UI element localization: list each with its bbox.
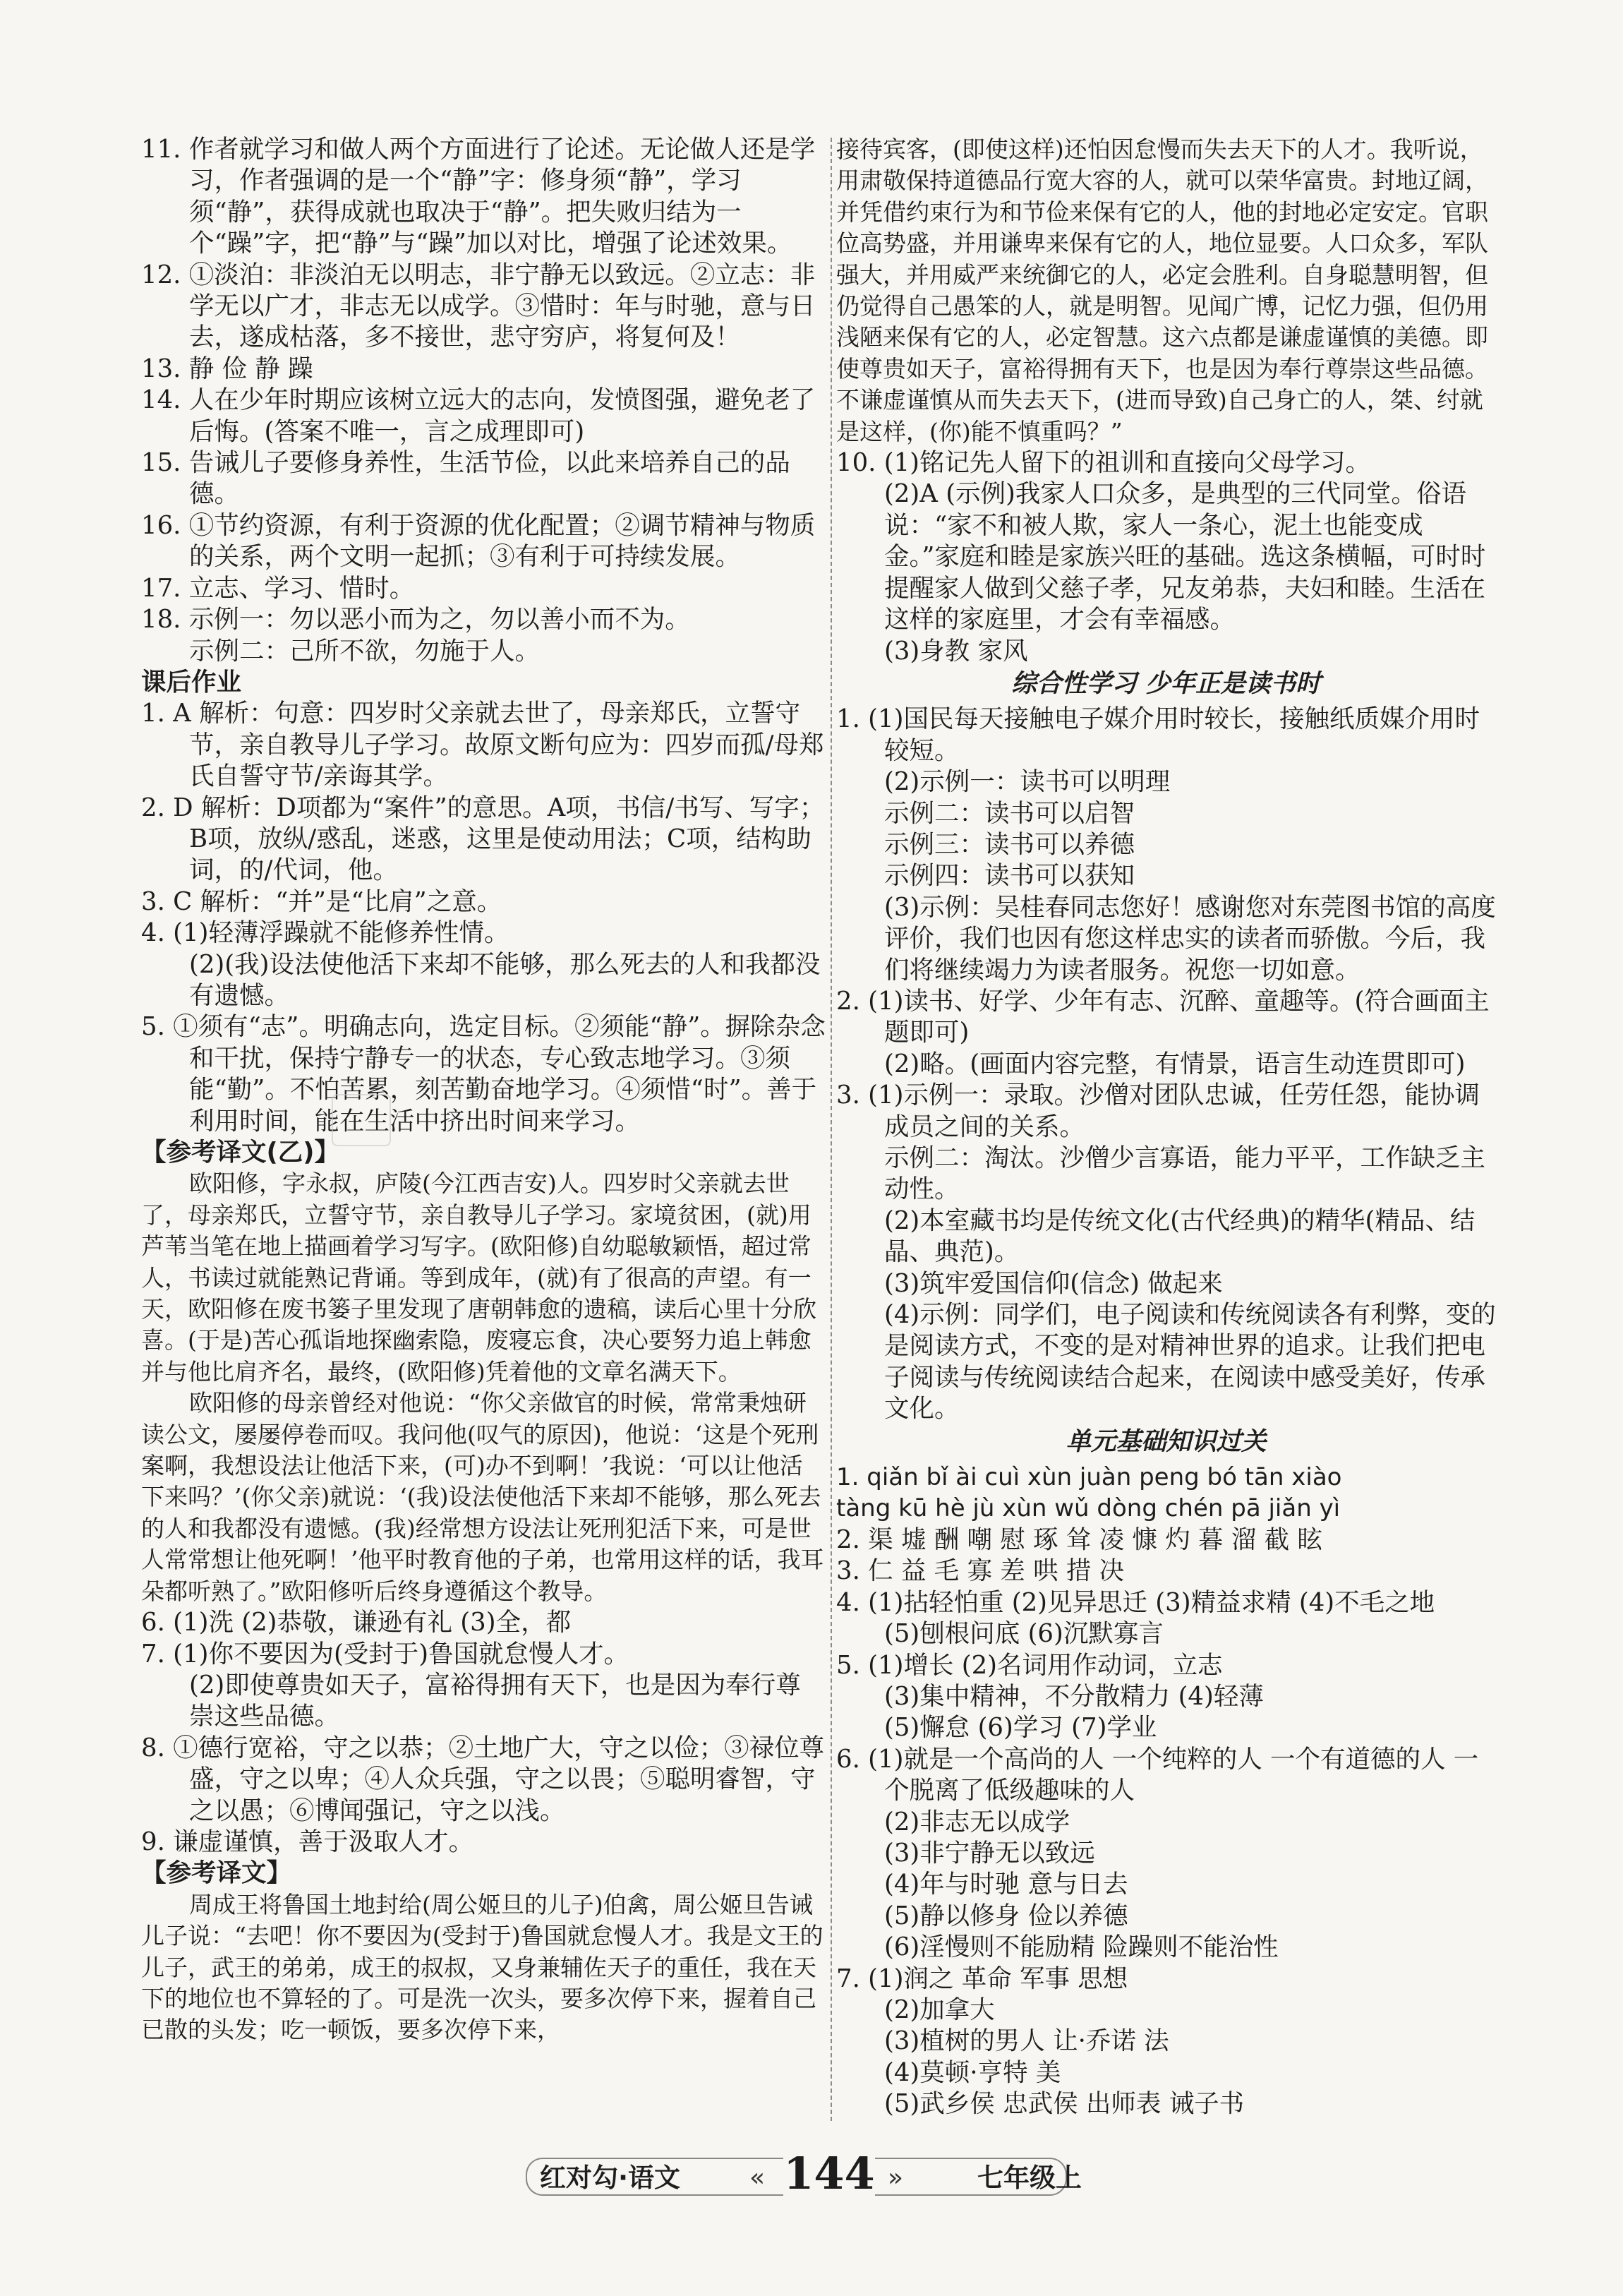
answer-item: 4. (1)拈轻怕重 (2)见异思迁 (3)精益求精 (4)不毛之地 bbox=[836, 1587, 1435, 1617]
page-number: 144 bbox=[783, 2142, 875, 2206]
answer-item: 1. A 解析：句意：四岁时父亲就去世了，母亲郑氏，立誓守节，亲自教导儿子学习。故原文断句应为：四岁而孤/母郑氏自誓守节/亲诲其学。 bbox=[141, 699, 824, 791]
page-footer bbox=[0, 2135, 1623, 2206]
section-title: 单元基础知识过关 bbox=[1066, 1426, 1267, 1456]
answer-continuation: (4)莫顿·亨特 美 bbox=[884, 2057, 1061, 2087]
answer-item: 9. 谦虚谨慎，善于汲取人才。 bbox=[141, 1827, 474, 1856]
pinyin-line: 1. qiǎn bǐ ài cuì xùn juàn peng bó tān xiào bbox=[836, 1463, 1342, 1492]
answer-continuation: 示例四：读书可以获知 bbox=[884, 861, 1135, 891]
answer-continuation: (5)武乡侯 忠武侯 出师表 诫子书 bbox=[884, 2089, 1245, 2119]
footer-book-title: 红对勾·语文 bbox=[540, 2163, 681, 2193]
answer-continuation: (3)植树的男人 让·乔诺 法 bbox=[884, 2026, 1169, 2056]
translation-paragraph: 接待宾客，(即使这样)还怕因怠慢而失去天下的人才。我听说，用肃敬保持道德品行宽大容的人，就可以荣华富贵。封地辽阔，并凭借约束行为和节俭来保有它的人，他的封地必定安定。官职位高势盛，并用谦卑来保有它的人，地位显要。人口众多，军队强大，并用威严来统御它的人，必定会胜利。自身聪慧明智，但仍觉得自己愚笨的人，就是明智。见闻广博，记忆力强，但仍用浅陋来保有它的人，必定智慧。这六点都是谦虚谨慎的美德。即使尊贵如天子，富裕得拥有天下，也是因为奉行尊崇这些品德。不谦虚谨慎从而失去天下，(进而导致)自己身亡的人，桀、纣就是这样，(你)能不慎重吗？” bbox=[836, 136, 1488, 445]
section-title: 综合性学习 少年正是读书时 bbox=[1011, 668, 1321, 698]
answer-item: 2. (1)读书、好学、少年有志、沉醉、童趣等。(符合画面主题即可) bbox=[836, 986, 1490, 1047]
answer-continuation: (2)即使尊贵如天子，富裕得拥有天下，也是因为奉行尊崇这些品德。 bbox=[189, 1670, 801, 1731]
answer-item: 11. 作者就学习和做人两个方面进行了论述。无论做人还是学习，作者强调的是一个“静”字：修身须“静”，学习须“静”，获得成就也取决于“静”。把失败归结为一个“躁”字，把“静”与“躁”加以对比，增强了论述效果。 bbox=[141, 135, 816, 258]
answer-item: 1. (1)国民每天接触电子媒介用时较长，接触纸质媒介用时较短。 bbox=[836, 704, 1480, 765]
answer-item: 18. 示例一：勿以恶小而为之，勿以善小而不为。 bbox=[141, 605, 690, 635]
answer-continuation: (2)非志无以成学 bbox=[884, 1807, 1070, 1837]
footer-grade: 七年级上 bbox=[977, 2163, 1082, 2193]
answer-item: 7. (1)润之 革命 军事 思想 bbox=[836, 1964, 1128, 1993]
section-heading: 【参考译文】 bbox=[141, 1858, 292, 1888]
answer-item: 14. 人在少年时期应该树立远大的志向，发愤图强，避免老了后悔。(答案不唯一，言之成理即可) bbox=[141, 385, 816, 446]
answer-item: 17. 立志、学习、惜时。 bbox=[141, 573, 415, 603]
watermark-stamp bbox=[332, 1094, 391, 1146]
answer-item: 8. ①德行宽裕，守之以恭；②土地广大，守之以俭；③禄位尊盛，守之以卑；④人众兵强，守之以畏；⑤聪明睿智，守之以愚；⑥博闻强记，守之以浅。 bbox=[141, 1733, 825, 1825]
answer-continuation: (4)示例：同学们，电子阅读和传统阅读各有利弊，变的是阅读方式，不变的是对精神世界的追求。让我们把电子阅读与传统阅读结合起来，在阅读中感受美好，传承文化。 bbox=[884, 1300, 1496, 1424]
answer-continuation: (3)示例：吴桂春同志您好！感谢您对东莞图书馆的高度评价，我们也因有您这样忠实的读者而骄傲。今后，我们将继续竭力为读者服务。祝您一切如意。 bbox=[884, 892, 1496, 985]
footer-right-guillemet: » bbox=[888, 2163, 904, 2192]
answer-continuation: (3)非宁静无以致远 bbox=[884, 1838, 1095, 1868]
answer-item: 4. (1)轻薄浮躁就不能修养性情。 bbox=[141, 918, 509, 948]
answer-item: 6. (1)洗 (2)恭敬，谦逊有礼 (3)全，都 bbox=[141, 1608, 572, 1637]
answer-continuation: (2)本室藏书均是传统文化(古代经典)的精华(精品、结晶、典范)。 bbox=[884, 1206, 1476, 1267]
answer-continuation: (2)(我)设法使他活下来却不能够，那么死去的人和我都没有遗憾。 bbox=[189, 949, 821, 1010]
answer-continuation: (5)懈怠 (6)学习 (7)学业 bbox=[884, 1713, 1157, 1743]
answer-continuation: 示例二：淘汰。沙僧少言寡语，能力平平，工作缺乏主动性。 bbox=[884, 1143, 1486, 1204]
answer-item: 13. 静 俭 静 躁 bbox=[141, 354, 313, 383]
answer-item: 16. ①节约资源，有利于资源的优化配置；②调节精神与物质的关系，两个文明一起抓；③有利于可持续发展。 bbox=[141, 510, 816, 572]
answer-continuation: (6)淫慢则不能励精 险躁则不能治性 bbox=[884, 1933, 1279, 1962]
answer-item: 3. 仁 益 毛 寡 差 哄 措 决 bbox=[836, 1556, 1125, 1586]
pinyin-line: tàng kū hè jù xùn wǔ dòng chén pā jiǎn yì bbox=[836, 1494, 1341, 1523]
answer-item: 2. 渠 墟 酬 嘲 慰 琢 耸 凌 慷 灼 暮 溜 截 眩 bbox=[836, 1525, 1322, 1554]
answer-continuation: 示例二：己所不欲，勿施于人。 bbox=[189, 636, 541, 666]
answer-continuation: (5)静以修身 俭以养德 bbox=[884, 1901, 1128, 1930]
footer-left-guillemet: « bbox=[749, 2163, 766, 2192]
answer-item: 5. ①须有“志”。明确志向，选定目标。②须能“静”。摒除杂念和干扰，保持宁静专一的状态，专心致志地学习。③须能“勤”。不怕苦累，刻苦勤奋地学习。④须惜“时”。善于利用时间，能在生活中挤出时间来学习。 bbox=[141, 1012, 826, 1136]
answer-item: 3. (1)示例一：录取。沙僧对团队忠诚，任劳任怨，能协调成员之间的关系。 bbox=[836, 1081, 1480, 1141]
answer-continuation: (5)刨根问底 (6)沉默寡言 bbox=[884, 1619, 1164, 1649]
answer-item: 15. 告诫儿子要修身养性，生活节俭，以此来培养自己的品德。 bbox=[141, 448, 790, 509]
translation-paragraph: 周成王将鲁国土地封给(周公姬旦的儿子)伯禽，周公姬旦告诫儿子说：“去吧！你不要因为(受封于)鲁国就怠慢人才。我是文王的儿子，武王的弟弟，成王的叔叔，又身兼辅佐天子的重任，我在天下的地位也不算轻的了。可是洗一次头，要多次停下来，握着自己已散的头发；吃一顿饭，要多次停下来， bbox=[141, 1890, 823, 2044]
answer-continuation: (4)年与时驰 意与日去 bbox=[884, 1870, 1128, 1899]
answer-continuation: 示例三：读书可以养德 bbox=[884, 829, 1135, 859]
answer-continuation: (2)加拿大 bbox=[884, 1995, 995, 2024]
translation-paragraph: 欧阳修，字永叔，庐陵(今江西吉安)人。四岁时父亲就去世了，母亲郑氏，立誓守节，亲自教导儿子学习。家境贫困，(就)用芦苇当笔在地上描画着学习写字。(欧阳修)自幼聪敏颖悟，超过常人，书读过就能熟记背诵。等到成年，(就)有了很高的声望。有一天，欧阳修在废书篓子里发现了唐朝韩愈的遗稿，读后心里十分欣喜。(于是)苦心孤诣地探幽索隐，废寝忘食，决心要努力追上韩愈并与他比肩齐名，最终，(欧阳修)凭着他的文章名满天下。 bbox=[141, 1170, 816, 1386]
answer-item: 12. ①淡泊：非淡泊无以明志，非宁静无以致远。②立志：非学无以广才，非志无以成学。③惜时：年与时驰，意与日去，遂成枯落，多不接世，悲守穷庐，将复何及！ bbox=[141, 260, 816, 352]
answer-item: 6. (1)就是一个高尚的人 一个纯粹的人 一个有道德的人 一个脱离了低级趣味的人 bbox=[836, 1744, 1479, 1805]
right-column bbox=[836, 134, 1496, 2120]
answer-continuation: (2)A (示例)我家人口众多，是典型的三代同堂。俗语说：“家不和被人欺，家人一条心，泥土也能变成金。”家庭和睦是家族兴旺的基础。选这条横幅，可时时提醒家人做到父慈子孝，兄友弟恭，夫妇和睦。生活在这样的家庭里，才会有幸福感。 bbox=[884, 479, 1486, 635]
left-column bbox=[141, 134, 826, 2046]
answer-continuation: (2)略。(画面内容完整，有情景，语言生动连贯即可) bbox=[884, 1049, 1466, 1078]
answer-item: 7. (1)你不要因为(受封于)鲁国就怠慢人才。 bbox=[141, 1639, 629, 1669]
answer-item: 3. C 解析：“并”是“比肩”之意。 bbox=[141, 886, 502, 916]
answer-item: 10. (1)铭记先人留下的祖训和直接向父母学习。 bbox=[836, 448, 1371, 478]
section-heading: 【参考译文(乙)】 bbox=[141, 1138, 339, 1167]
answer-continuation: (2)示例一：读书可以明理 bbox=[884, 767, 1171, 797]
answer-continuation: (3)集中精神，不分散精力 (4)轻薄 bbox=[884, 1681, 1264, 1711]
column-divider bbox=[831, 138, 832, 2121]
answer-continuation: (3)身教 家风 bbox=[884, 636, 1028, 666]
answer-continuation: (3)筑牢爱国信仰(信念) 做起来 bbox=[884, 1268, 1223, 1298]
translation-paragraph: 欧阳修的母亲曾经对他说：“你父亲做官的时候，常常秉烛研读公文，屡屡停卷而叹。我问他(叹气的原因)，他说：‘这是个死刑案啊，我想设法让他活下来，(可)办不到啊！’我说：‘可以让他活下来吗？’(你父亲)就说：‘(我)设法使他活下来却不能够，那么死去的人和我都没有遗憾。(我)经常想方设法让死刑犯活下来，可是世人常常想让他死啊！’他平时教育他的子弟，也常用这样的话，我耳朵都听熟了。”欧阳修听后终身遵循这个教导。 bbox=[141, 1389, 824, 1605]
section-heading: 课后作业 bbox=[141, 667, 242, 697]
answer-continuation: 示例二：读书可以启智 bbox=[884, 798, 1135, 828]
answer-item: 2. D 解析：D项都为“案件”的意思。A项，书信/书写、写字；B项，放纵/惑乱，迷惑，这里是使动用法；C项，结构助词，的/代词，他。 bbox=[141, 793, 825, 885]
answer-item: 5. (1)增长 (2)名词用作动词，立志 bbox=[836, 1650, 1223, 1680]
